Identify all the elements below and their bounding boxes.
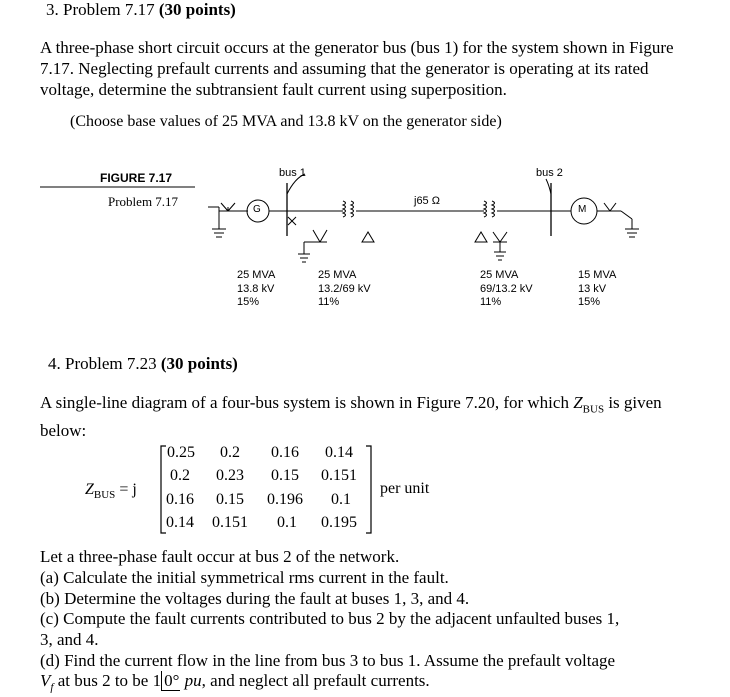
t1-mva: 25 MVA [318, 269, 357, 281]
right-bracket [366, 446, 371, 533]
matrix-cell: 0.23 [216, 467, 244, 484]
part-b: (b) Determine the voltages during the fault at buses 1, 3, and 4. [40, 589, 470, 608]
intro-text-a: A single-line diagram of a four-bus system is shown in Figure 7.20, for which [40, 393, 574, 412]
matrix-cell: 0.14 [166, 514, 194, 531]
intro-zbus-subscript: BUS [582, 403, 605, 416]
matrix-cell: 0.1 [277, 514, 297, 531]
matrix-cell: 0.196 [267, 491, 303, 508]
motor-reactance: 15% [578, 296, 601, 308]
motor-symbol-label: M [578, 204, 587, 215]
matrix-cell: 0.16 [271, 444, 299, 461]
generator-symbol-label: G [253, 204, 261, 215]
t1-kv: 13.2/69 kV [318, 282, 371, 295]
fault-statement: Let a three-phase fault occur at bus 2 of the network. [40, 547, 400, 566]
matrix-cell: 0.1 [331, 491, 351, 508]
phasor-angle: 0° [161, 671, 180, 691]
motor-mva: 15 MVA [578, 269, 617, 281]
part-d-line-1: (d) Find the current flow in the line from bus 3 to bus 1. Assume the prefault voltage [40, 651, 616, 670]
motor-kv: 13 kV [578, 282, 607, 295]
problem-3-title: 3. Problem 7.17 [46, 0, 159, 19]
zbus-equals-j: = j [115, 481, 137, 498]
t2-mva: 25 MVA [480, 269, 519, 281]
line-impedance-label: j65 Ω [414, 195, 440, 207]
t2-kv: 69/13.2 kV [480, 282, 533, 295]
phasor-magnitude: 1 [152, 671, 162, 690]
generator-kv: 13.8 kV [237, 282, 275, 295]
matrix-cell: 0.15 [271, 467, 299, 484]
base-values-note: (Choose base values of 25 MVA and 13.8 kV on the generator side) [70, 113, 502, 130]
generator-mva: 25 MVA [237, 269, 276, 281]
problem-4-points: (30 points) [160, 354, 238, 373]
matrix-cell: 0.14 [325, 444, 353, 461]
part-c-line-1: (c) Compute the fault currents contributed to bus 2 by the adjacent unfaulted buses 1, [40, 609, 620, 628]
figure-caption-title: FIGURE 7.17 [100, 171, 173, 185]
matrix-cell: 0.2 [170, 467, 190, 484]
problem-4-title: 4. Problem 7.23 [48, 354, 161, 373]
matrix-cell: 0.151 [321, 467, 357, 484]
t2-reactance: 11% [480, 296, 502, 308]
matrix-cell: 0.15 [216, 491, 244, 508]
problem-3-body: A three-phase short circuit occurs at the generator bus (bus 1) for the system shown in Figure 7.17. Neglecting prefault currents and assuming that the generator is operating at its rated voltage, determine the subtransient fault current using superposition. [40, 38, 674, 99]
part-a: (a) Calculate the initial symmetrical rms current in the fault. [40, 568, 449, 587]
per-unit-label: per unit [380, 480, 430, 497]
part-d-line-2 [40, 671, 430, 697]
matrix-cell: 0.25 [167, 444, 195, 461]
intro-zbus-symbol: Z [573, 393, 583, 412]
generator-reactance: 15% [237, 296, 260, 308]
part-d-text-a: at bus 2 to be [53, 671, 153, 690]
prefault-voltage-symbol: V [40, 671, 51, 690]
bus-1-label: bus 1 [279, 167, 306, 179]
zbus-subscript: BUS [93, 489, 116, 502]
zbus-symbol: Z [85, 481, 94, 498]
figure-caption-sub: Problem 7.17 [108, 194, 179, 209]
per-unit-symbol: pu [184, 671, 202, 690]
matrix-cell: 0.16 [166, 491, 194, 508]
bus-2-label: bus 2 [536, 167, 563, 179]
prefault-voltage-subscript: f [50, 681, 54, 694]
t1-reactance: 11% [318, 296, 340, 308]
problem-3-points: (30 points) [158, 0, 236, 19]
matrix-cell: 0.151 [212, 514, 248, 531]
part-d-text-b: , and neglect all prefault currents. [201, 671, 430, 690]
intro-text-b: is given below: [40, 393, 662, 441]
matrix-cell: 0.195 [321, 514, 357, 531]
part-c-line-2: 3, and 4. [40, 630, 99, 649]
matrix-cell: 0.2 [220, 444, 240, 461]
